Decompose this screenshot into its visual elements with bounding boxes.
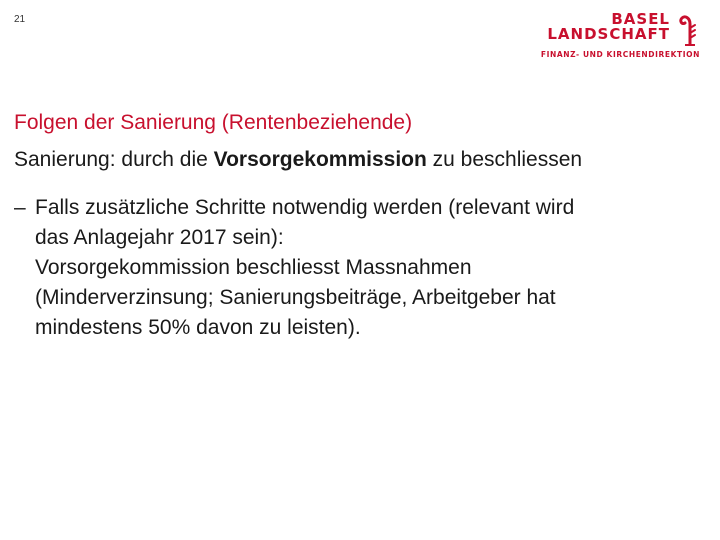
- basel-landschaft-logo: [520, 10, 700, 62]
- lead-emphasis: Vorsorgekommission: [213, 148, 427, 171]
- logo-line-basel: BASEL: [611, 10, 670, 28]
- lead-statement: [14, 148, 582, 172]
- bullet-line: (Minderverzinsung; Sanierungsbeiträge, Arbeitgeber hat: [35, 286, 556, 309]
- bullet-line: mindestens 50% davon zu leisten).: [35, 316, 361, 339]
- bullet-line: das Anlagejahr 2017 sein):: [35, 226, 284, 249]
- bishop-staff-icon: [676, 12, 700, 51]
- lead-prefix: Sanierung: durch die: [14, 148, 214, 171]
- page-number: 21: [14, 14, 26, 25]
- bullet-line: Vorsorgekommission beschliesst Massnahmen: [35, 256, 472, 279]
- logo-line-landschaft: LANDSCHAFT: [547, 25, 670, 43]
- bullet-item: [14, 193, 694, 343]
- slide-title: Folgen der Sanierung (Rentenbeziehende): [14, 111, 413, 134]
- lead-suffix: zu beschliessen: [426, 148, 583, 171]
- logo-wordmark: [547, 12, 670, 42]
- bullet-line: Falls zusätzliche Schritte notwendig werden (relevant wird: [35, 196, 575, 219]
- bullet-marker: –: [14, 196, 26, 219]
- bullet-text: [35, 193, 574, 343]
- logo-department: FINANZ- UND KIRCHENDIREKTION: [540, 50, 700, 59]
